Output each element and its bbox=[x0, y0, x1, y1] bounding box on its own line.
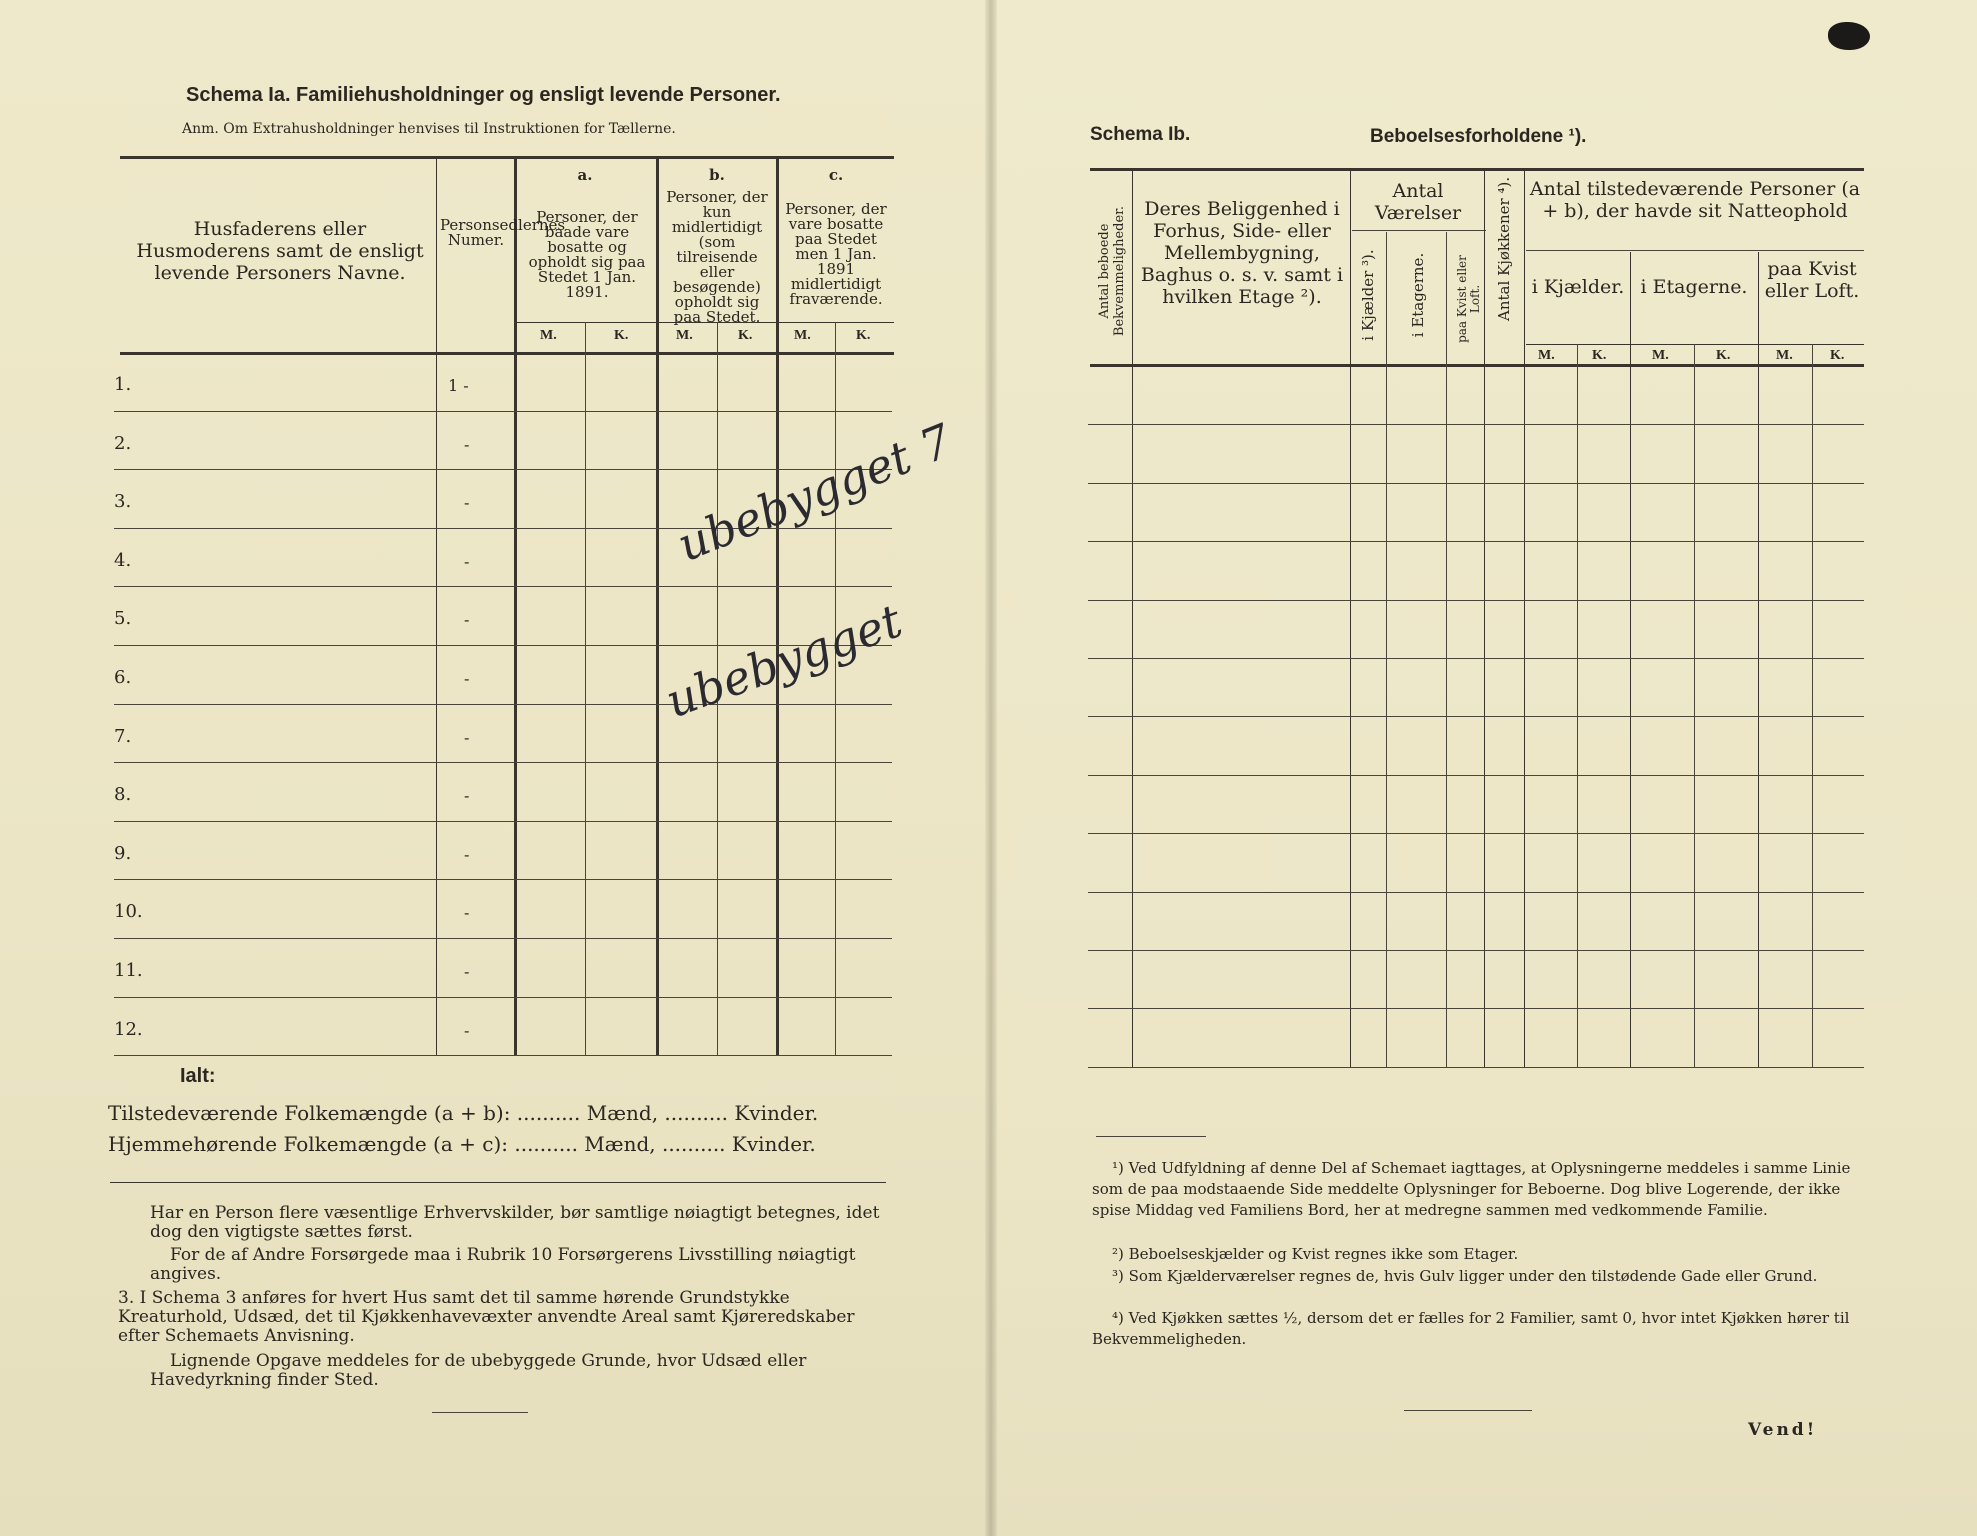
mk-c-m: M. bbox=[794, 328, 811, 343]
mk-c-k: K. bbox=[856, 328, 871, 343]
row-number: 1. bbox=[114, 374, 132, 395]
r-row-rule bbox=[1088, 658, 1864, 659]
footnote-3: ³) Som Kjælderværelser regnes de, hvis Gulv ligger under den tilstødende Gade eller Grund. bbox=[1112, 1267, 1818, 1285]
row-number: 12. bbox=[114, 1018, 143, 1040]
r-mk-5: M. bbox=[1776, 348, 1793, 363]
r-row-rule bbox=[1088, 950, 1864, 951]
ialt-label: Ialt: bbox=[180, 1065, 216, 1087]
header-numer: Personsedlernes Numer. bbox=[440, 216, 566, 249]
row-rule bbox=[114, 879, 892, 880]
header-antal-kjokkener: Antal Kjøkkener ⁴). bbox=[1495, 176, 1513, 321]
r-mk-4: K. bbox=[1716, 348, 1731, 363]
row-rule bbox=[114, 762, 892, 763]
handwriting-annotation: ubebygget 7 bbox=[669, 413, 960, 573]
mk-b-m: M. bbox=[676, 328, 693, 343]
r-row-rule bbox=[1088, 424, 1864, 425]
row-rule bbox=[114, 997, 892, 998]
header-b: Personer, der kun midlertidigt (som tilreisende eller besøgende) opholdt sig paa Stedet. bbox=[666, 188, 768, 326]
hjemme-line: Hjemmehørende Folkemængde (a + c): .......... Mænd, .......... Kvinder. bbox=[108, 1132, 816, 1156]
row-personseddel-numer: - bbox=[464, 610, 470, 630]
anm-note: Anm. Om Extrahusholdninger henvises til Instruktionen for Tællerne. bbox=[182, 121, 676, 137]
r-col-4 bbox=[1446, 232, 1447, 1068]
col-divider-3 bbox=[585, 322, 586, 1056]
row-personseddel-numer: - bbox=[464, 786, 470, 806]
r-header-bottom-rule bbox=[1090, 364, 1864, 367]
row-number: 9. bbox=[114, 842, 132, 864]
row-rule bbox=[114, 704, 892, 705]
row-number: 3. bbox=[114, 491, 132, 513]
instruction-2: For de af Andre Forsørgede maa i Rubrik 10 Forsørgerens Livsstilling nøiagtigt angives. bbox=[150, 1245, 856, 1284]
r-row-rule bbox=[1088, 541, 1864, 542]
mk-a-m: M. bbox=[540, 328, 557, 343]
row-rule bbox=[114, 1055, 892, 1056]
header-paa-kvist: paa Kvist eller Loft. bbox=[1455, 255, 1482, 343]
col-divider-2 bbox=[514, 156, 517, 1056]
row-personseddel-numer: 1 - bbox=[448, 376, 469, 395]
row-rule bbox=[114, 411, 892, 412]
row-personseddel-numer: - bbox=[464, 727, 470, 747]
r-row-rule bbox=[1088, 833, 1864, 834]
instruction-3: 3. I Schema 3 anføres for hvert Hus samt det til samme hørende Grundstykke Kreaturhold, Udsæd, det til Kjøkkenhavevæxter anvendte Areal samt Kjøreredskaber efter Schemaets Anvisning. bbox=[118, 1288, 855, 1346]
instruction-1: Har en Person flere væsentlige Erhvervskilder, bør samtlige nøiagtigt betegnes, idet dog den vigtigste sættes først. bbox=[150, 1203, 880, 1242]
row-number: 5. bbox=[114, 608, 132, 630]
header-natte-kvist: paa Kvist eller Loft. bbox=[1764, 258, 1860, 302]
r-col-8 bbox=[1630, 252, 1631, 1068]
r-col-6 bbox=[1524, 168, 1525, 1068]
schema-1a-title: Schema Ia. Familiehusholdninger og ensligt levende Personer. bbox=[186, 84, 781, 106]
row-personseddel-numer: - bbox=[464, 962, 470, 981]
row-number: 2. bbox=[114, 432, 132, 454]
header-beliggenhed: Deres Beliggenhed i Forhus, Side- eller Mellembygning, Baghus o. s. v. samt i hvilken Etage ²). bbox=[1140, 198, 1344, 308]
row-number: 4. bbox=[114, 549, 132, 571]
row-personseddel-numer: - bbox=[464, 844, 470, 864]
r-col-10 bbox=[1758, 252, 1759, 1068]
col-divider-6 bbox=[776, 156, 779, 1056]
header-i-etagerne: i Etagerne. bbox=[1409, 252, 1427, 338]
row-personseddel-numer: - bbox=[464, 493, 470, 513]
r-vaer-rule bbox=[1352, 230, 1486, 231]
r-row-rule bbox=[1088, 892, 1864, 893]
header-natte-kjaelder: i Kjælder. bbox=[1531, 276, 1625, 298]
closing-rule bbox=[432, 1412, 528, 1413]
mk-a-k: K. bbox=[614, 328, 629, 343]
r-col-3 bbox=[1386, 232, 1387, 1068]
r-row-rule bbox=[1088, 1008, 1864, 1009]
tilstede-line: Tilstedeværende Folkemængde (a + b): .......... Mænd, .......... Kvinder. bbox=[108, 1101, 819, 1125]
row-number: 11. bbox=[114, 960, 143, 981]
closing-rule-right bbox=[1404, 1410, 1532, 1411]
schema-1b-subtitle: Beboelsesforholdene ¹). bbox=[1370, 126, 1587, 147]
footnote-1: ¹) Ved Udfyldning af denne Del af Schemaet iagttages, at Oplysningerne meddeles i samme Linie som de paa modstaaende Side meddelte Oplysninger for Beboerne. Dog blive Logerende, der ikke spise Middag ved Familiens Bord, her at medregne sammen med vedkommende Familie. bbox=[1092, 1159, 1851, 1219]
header-natte-etagerne: i Etagerne. bbox=[1640, 276, 1748, 298]
r-table-top-rule bbox=[1090, 168, 1864, 171]
r-col-5 bbox=[1484, 168, 1485, 1068]
row-number: 7. bbox=[114, 725, 132, 747]
r-col-7 bbox=[1577, 344, 1578, 1068]
row-rule bbox=[114, 469, 892, 470]
ink-blot bbox=[1828, 22, 1870, 50]
r-row-rule bbox=[1088, 775, 1864, 776]
r-row-rule bbox=[1088, 716, 1864, 717]
row-number: 10. bbox=[114, 901, 143, 923]
r-row-rule bbox=[1088, 600, 1864, 601]
r-col-2 bbox=[1350, 168, 1351, 1068]
r-mk-2: K. bbox=[1592, 348, 1607, 363]
header-c: Personer, der vare bosatte paa Stedet men 1 Jan. 1891 midlertidigt fraværende. bbox=[785, 200, 887, 308]
r-natte-rule bbox=[1526, 250, 1864, 251]
footnote-4: ⁴) Ved Kjøkken sættes ½, dersom det er fælles for 2 Familier, samt 0, hvor intet Kjøkken hører til Bekvemmeligheden. bbox=[1092, 1309, 1850, 1348]
schema-1b-title: Schema Ib. bbox=[1090, 124, 1191, 145]
col-divider-7 bbox=[835, 322, 836, 1056]
header-i-kjaelder: i Kjælder ³). bbox=[1359, 249, 1377, 341]
r-col-9 bbox=[1694, 344, 1695, 1068]
header-a: Personer, der baade vare bosatte og opholdt sig paa Stedet 1 Jan. 1891. bbox=[528, 208, 646, 301]
vend-label: Vend! bbox=[1748, 1420, 1818, 1440]
row-personseddel-numer: - bbox=[464, 1020, 470, 1040]
row-rule bbox=[114, 821, 892, 822]
header-antal-bebo: Antal beboede Bekvemmeligheder. bbox=[1097, 205, 1127, 337]
header-b-letter: b. bbox=[709, 166, 725, 184]
row-personseddel-numer: - bbox=[464, 903, 470, 923]
r-mk-6: K. bbox=[1830, 348, 1845, 363]
row-personseddel-numer: - bbox=[464, 434, 470, 454]
summary-rule bbox=[110, 1182, 886, 1183]
r-mk-1: M. bbox=[1538, 348, 1555, 363]
r-row-rule bbox=[1088, 483, 1864, 484]
row-number: 6. bbox=[114, 667, 132, 688]
footnote-2: ²) Beboelseskjælder og Kvist regnes ikke som Etager. bbox=[1112, 1245, 1519, 1263]
header-a-letter: a. bbox=[577, 166, 593, 184]
header-c-letter: c. bbox=[828, 166, 844, 184]
r-col-1 bbox=[1132, 168, 1133, 1068]
col-divider-4 bbox=[656, 156, 659, 1056]
row-personseddel-numer: - bbox=[464, 669, 470, 688]
r-col-11 bbox=[1812, 344, 1813, 1068]
r-row-rule bbox=[1088, 1067, 1864, 1068]
instruction-4: Lignende Opgave meddeles for de ubebyggede Grunde, hvor Udsæd eller Havedyrkning finder Sted. bbox=[150, 1351, 807, 1390]
footnote-rule bbox=[1096, 1136, 1206, 1137]
header-vaerelser: Antal Værelser bbox=[1374, 180, 1462, 224]
row-rule bbox=[114, 938, 892, 939]
row-personseddel-numer: - bbox=[464, 551, 470, 571]
header-tilstede-personer: Antal tilstedeværende Personer (a + b), der havde sit Natteophold bbox=[1529, 178, 1861, 222]
page-fold bbox=[985, 0, 997, 1536]
row-rule bbox=[114, 586, 892, 587]
col-divider-1 bbox=[436, 156, 437, 1056]
handwriting-annotation-2: ubebygget bbox=[658, 593, 909, 729]
r-mk-3: M. bbox=[1652, 348, 1669, 363]
mk-b-k: K. bbox=[738, 328, 753, 343]
header-names: Husfaderens eller Husmoderens samt de ensligt levende Personers Navne. bbox=[136, 218, 424, 284]
row-number: 8. bbox=[114, 784, 132, 806]
